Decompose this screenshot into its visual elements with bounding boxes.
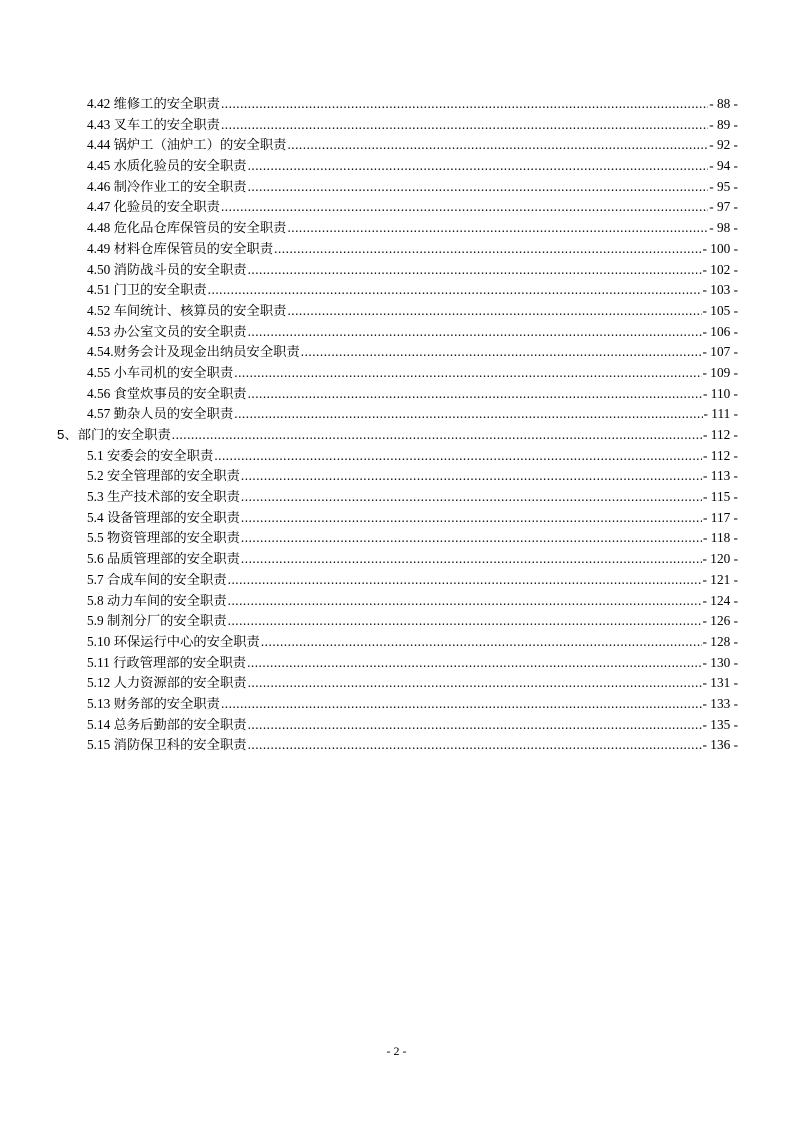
toc-entry[interactable]	[0, 487, 793, 508]
dot-leader	[274, 239, 701, 260]
dot-leader	[241, 528, 702, 549]
toc-entry-page: - 131 -	[702, 675, 738, 691]
dot-leader	[208, 280, 702, 301]
toc-entry-page: - 94 -	[709, 158, 738, 174]
toc-entry[interactable]	[0, 611, 793, 632]
dot-leader	[241, 466, 702, 487]
toc-entry-title: 4.44 锅炉工（油炉工）的安全职责	[87, 137, 287, 153]
toc-entry-page: - 136 -	[702, 737, 738, 753]
toc-entry-page: - 95 -	[709, 178, 738, 194]
toc-entry-page: - 115 -	[703, 489, 738, 505]
toc-entry-page: - 88 -	[709, 96, 738, 111]
toc-entry[interactable]	[0, 94, 793, 115]
toc-entry-page: - 100 -	[702, 240, 738, 256]
toc-entry[interactable]	[0, 653, 793, 674]
toc-entry[interactable]	[0, 508, 793, 529]
toc-entry-page: - 102 -	[702, 261, 738, 277]
dot-leader	[241, 487, 702, 508]
toc-entry-page: - 89 -	[709, 116, 738, 132]
dot-leader	[241, 508, 702, 529]
toc-entry[interactable]	[0, 673, 793, 694]
toc-entry-page: - 135 -	[702, 716, 738, 732]
dot-leader	[248, 177, 709, 198]
toc-entry-page: - 98 -	[709, 220, 738, 236]
toc-entry-title: 5.11 行政管理部的安全职责	[87, 654, 247, 670]
toc-entry[interactable]	[0, 425, 793, 446]
dot-leader	[221, 197, 708, 218]
dot-leader	[247, 653, 701, 674]
toc-entry-page: - 120 -	[702, 551, 738, 567]
toc-entry[interactable]	[0, 301, 793, 322]
toc-entry-title: 5.9 制剂分厂的安全职责	[87, 613, 227, 629]
toc-entry-page: - 106 -	[702, 323, 738, 339]
toc-entry-page: - 92 -	[709, 137, 738, 153]
toc-entry[interactable]	[0, 363, 793, 384]
toc-entry[interactable]	[0, 570, 793, 591]
toc-entry-title: 5.15 消防保卫科的安全职责	[87, 737, 247, 753]
toc-entry-title: 4.43 叉车工的安全职责	[87, 116, 220, 132]
toc-entry[interactable]	[0, 528, 793, 549]
dot-leader	[287, 135, 708, 156]
toc-entry[interactable]	[0, 218, 793, 239]
toc-entry-page: - 97 -	[709, 199, 738, 215]
toc-entry-title: 4.51 门卫的安全职责	[87, 282, 207, 298]
toc-entry[interactable]	[0, 735, 793, 756]
toc-entry-page: - 107 -	[702, 344, 738, 360]
toc-entry[interactable]	[0, 466, 793, 487]
toc-entry-title: 4.53 办公室文员的安全职责	[87, 323, 247, 339]
toc-entry-page: - 111 -	[703, 406, 738, 422]
toc-entry-title: 5.4 设备管理部的安全职责	[87, 509, 240, 525]
toc-entry-title: 4.47 化验员的安全职责	[87, 199, 220, 215]
toc-entry-page: - 113 -	[703, 468, 738, 484]
dot-leader	[301, 342, 702, 363]
dot-leader	[221, 694, 702, 715]
toc-entry-title: 4.50 消防战斗员的安全职责	[87, 261, 247, 277]
dot-leader	[228, 570, 702, 591]
toc-entry[interactable]	[0, 115, 793, 136]
dot-leader	[228, 591, 702, 612]
toc-entry[interactable]	[0, 135, 793, 156]
dot-leader	[287, 218, 708, 239]
toc-entry-page: - 121 -	[702, 571, 738, 587]
toc-entry-page: - 109 -	[702, 364, 738, 380]
toc-entry-title: 5.2 安全管理部的安全职责	[87, 468, 240, 484]
dot-leader	[241, 549, 702, 570]
toc-entry-title: 4.48 危化品仓库保管员的安全职责	[87, 220, 287, 236]
dot-leader	[287, 301, 701, 322]
toc-entry-title: 4.52 车间统计、核算员的安全职责	[87, 302, 287, 318]
toc-entry-title: 5、部门的安全职责	[57, 427, 171, 442]
dot-leader	[214, 446, 702, 467]
dot-leader	[234, 363, 701, 384]
dot-leader	[228, 611, 702, 632]
toc-entry[interactable]	[0, 322, 793, 343]
toc-entry-page: - 128 -	[702, 633, 738, 649]
dot-leader	[261, 632, 702, 653]
toc-entry-page: - 105 -	[702, 302, 738, 318]
toc-entry-page: - 103 -	[702, 282, 738, 298]
toc-entry-page: - 110 -	[703, 385, 738, 401]
dot-leader	[248, 673, 702, 694]
toc-entry[interactable]	[0, 342, 793, 363]
toc-entry[interactable]	[0, 715, 793, 736]
dot-leader	[248, 735, 702, 756]
table-of-contents	[0, 94, 793, 756]
toc-entry-page: - 133 -	[702, 695, 738, 711]
toc-entry[interactable]	[0, 384, 793, 405]
toc-entry-title: 5.12 人力资源部的安全职责	[87, 675, 247, 691]
toc-entry-title: 5.10 环保运行中心的安全职责	[87, 633, 260, 649]
toc-entry[interactable]	[0, 694, 793, 715]
toc-entry-title: 5.1 安委会的安全职责	[87, 447, 214, 463]
toc-entry-title: 5.13 财务部的安全职责	[87, 695, 220, 711]
toc-entry[interactable]	[0, 280, 793, 301]
toc-entry-title: 4.55 小车司机的安全职责	[87, 364, 234, 380]
toc-entry[interactable]	[0, 177, 793, 198]
dot-leader	[172, 425, 702, 446]
dot-leader	[248, 156, 709, 177]
toc-entry-title: 5.7 合成车间的安全职责	[87, 571, 227, 587]
toc-entry[interactable]	[0, 591, 793, 612]
toc-entry-title: 4.45 水质化验员的安全职责	[87, 158, 247, 174]
toc-entry-title: 5.14 总务后勤部的安全职责	[87, 716, 247, 732]
toc-entry-page: - 126 -	[702, 613, 738, 629]
dot-leader	[248, 384, 702, 405]
toc-entry-title: 4.57 勤杂人员的安全职责	[87, 406, 234, 422]
toc-entry-title: 4.54.财务会计及现金出纳员安全职责	[87, 344, 300, 360]
toc-entry-page: - 124 -	[702, 592, 738, 608]
dot-leader	[234, 404, 702, 425]
dot-leader	[221, 115, 708, 136]
toc-entry-title: 5.6 品质管理部的安全职责	[87, 551, 240, 567]
toc-entry-title: 5.8 动力车间的安全职责	[87, 592, 227, 608]
toc-entry-title: 4.42 维修工的安全职责	[87, 96, 220, 111]
toc-entry[interactable]	[0, 197, 793, 218]
toc-entry-title: 4.46 制冷作业工的安全职责	[87, 178, 247, 194]
toc-entry-title: 5.5 物资管理部的安全职责	[87, 530, 240, 546]
toc-entry-title: 5.3 生产技术部的安全职责	[87, 489, 240, 505]
page-number: - 2 -	[386, 1044, 407, 1058]
dot-leader	[248, 322, 702, 343]
toc-entry-page: - 112 -	[703, 447, 738, 463]
toc-entry[interactable]	[0, 549, 793, 570]
toc-entry-page: - 117 -	[703, 509, 738, 525]
toc-entry[interactable]	[0, 404, 793, 425]
dot-leader	[221, 94, 708, 115]
toc-entry[interactable]	[0, 446, 793, 467]
toc-entry-page: - 112 -	[703, 427, 738, 442]
toc-entry[interactable]	[0, 239, 793, 260]
toc-entry-page: - 118 -	[703, 530, 738, 546]
dot-leader	[248, 715, 702, 736]
toc-entry[interactable]	[0, 156, 793, 177]
dot-leader	[248, 260, 702, 281]
toc-entry-title: 4.56 食堂炊事员的安全职责	[87, 385, 247, 401]
toc-entry[interactable]	[0, 260, 793, 281]
toc-entry-title: 4.49 材料仓库保管员的安全职责	[87, 240, 274, 256]
toc-entry[interactable]	[0, 632, 793, 653]
toc-entry-page: - 130 -	[702, 654, 738, 670]
